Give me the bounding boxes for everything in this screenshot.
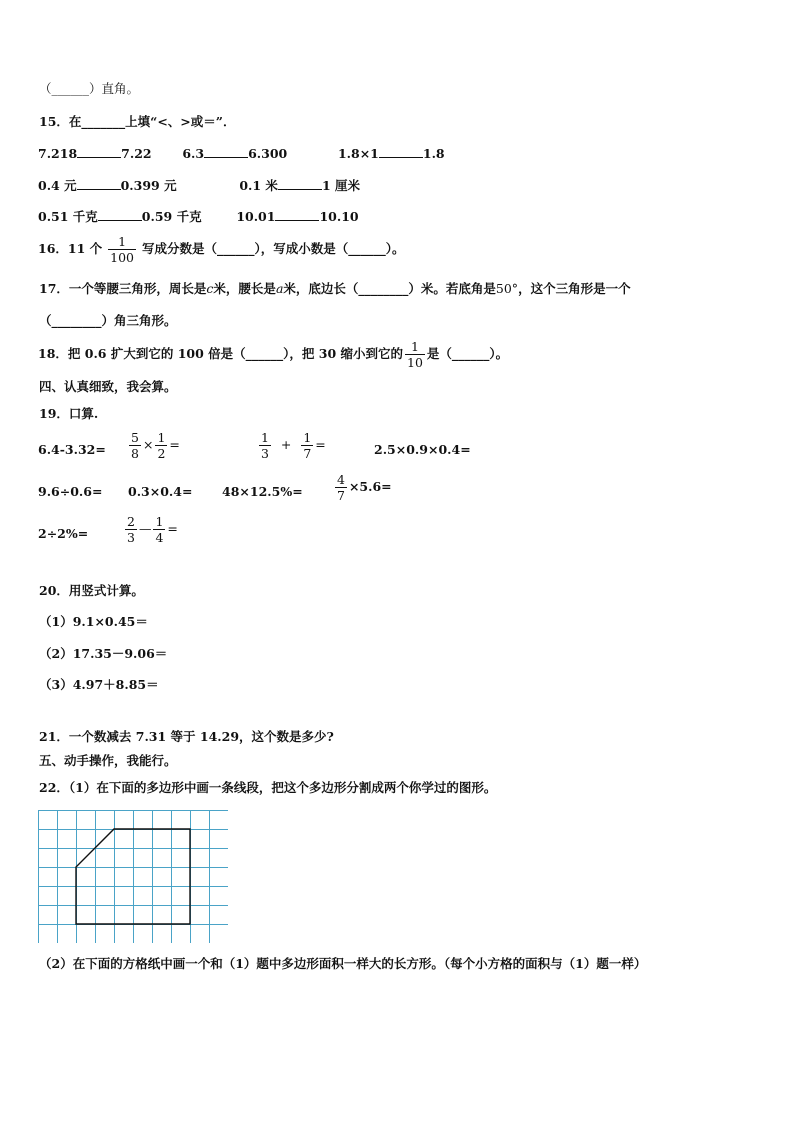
q18 [38, 339, 508, 370]
q15-r2-c: 0.1 米 [239, 178, 278, 193]
q15-r1-f: 1.8 [422, 146, 445, 161]
fraction [259, 430, 271, 461]
q17-line2: （________）角三角形。 [39, 313, 177, 328]
q19-e7: 48×12.5%= [222, 484, 303, 499]
frac-den: 4 [155, 530, 164, 545]
q17-part2: 米，腰长是 [213, 281, 276, 296]
q19-e5: 9.6÷0.6= [38, 484, 103, 499]
var-a: a [275, 281, 284, 296]
answer-blank[interactable] [275, 208, 319, 221]
grid-with-polygon[interactable] [38, 810, 228, 943]
q16-fraction [108, 234, 136, 265]
q19-e4: 2.5×0.9×0.4= [374, 442, 471, 457]
fraction [301, 430, 313, 461]
q15-r1-d: 6.300 [248, 146, 288, 161]
frac-den: 100 [110, 250, 134, 265]
q18-part2: 是（______）。 [426, 346, 509, 361]
q15-row3 [38, 207, 359, 225]
q15-r2-a: 0.4 元 [38, 178, 77, 193]
fraction [335, 472, 347, 503]
q20-item-2: （2）17.35－9.06＝ [39, 646, 168, 661]
q15-title: 15．在_______上填“<、>或＝”． [39, 114, 236, 129]
q18-part1: 18．把 0.6 扩大到它的 100 倍是（______），把 30 缩小到它的 [38, 346, 403, 361]
q15-r2-b: 0.399 元 [120, 178, 177, 193]
section-4-heading: 四、认真细致，我会算。 [39, 379, 177, 394]
frac-den: 8 [131, 446, 139, 461]
var-c: c [206, 281, 214, 296]
q19-e10 [123, 514, 178, 545]
frac-num: 1 [155, 514, 164, 529]
answer-blank[interactable] [98, 208, 142, 221]
frac-den: 10 [407, 355, 423, 370]
frac-den: 3 [127, 530, 135, 545]
q16-suffix: 写成分数是（______），写成小数是（______）。 [141, 241, 405, 256]
q15-r3-b: 0.59 千克 [141, 209, 202, 224]
q16-prefix: 16．11 个 [38, 241, 103, 256]
q15-r2-d: 1 厘米 [321, 178, 360, 193]
fraction [125, 514, 137, 545]
frac-den: 7 [337, 488, 345, 503]
frac-num: 1 [405, 339, 425, 355]
q18-fraction [405, 339, 425, 370]
q19-e3 [257, 430, 326, 461]
q15-r1-b: 7.22 [121, 146, 152, 161]
equals: = [315, 437, 326, 452]
frac-den: 2 [157, 446, 166, 461]
operator: + [280, 437, 292, 452]
fraction [155, 430, 167, 461]
q15-r3-d: 10.10 [319, 209, 359, 224]
answer-blank[interactable] [77, 145, 121, 158]
q19-e9: 2÷2%= [38, 526, 89, 541]
frac-num: 1 [261, 430, 269, 445]
answer-blank[interactable] [204, 145, 248, 158]
q21: 21．一个数减去 7.31 等于 14.29，这个数是多少? [39, 729, 334, 744]
answer-blank[interactable] [77, 177, 121, 190]
operator: × [142, 437, 154, 452]
q17-line1 [39, 280, 631, 298]
operator: — [138, 521, 152, 536]
frac-den: 7 [303, 446, 312, 461]
fraction [153, 514, 165, 545]
q19-e8 [333, 472, 392, 503]
q15-row1 [38, 145, 445, 161]
q19-e1: 6.4-3.32= [38, 442, 106, 457]
q14-tail: （______）直角。 [39, 81, 140, 96]
q15-r1-e: 1.8×1 [337, 146, 379, 161]
q22-part2: （2）在下面的方格纸中画一个和（1）题中多边形面积一样大的长方形。（每个小方格的面积与（1）题一样） [39, 956, 647, 971]
fraction [129, 430, 141, 461]
frac-num: 1 [303, 430, 312, 445]
answer-blank[interactable] [278, 177, 322, 190]
expr-rest: ×5.6= [348, 479, 392, 494]
q15-r1-c: 6.3 [182, 146, 205, 161]
q20-item-3: （3）4.97＋8.85＝ [39, 677, 159, 692]
q15-r1-a: 7.218 [38, 146, 78, 161]
frac-den: 3 [261, 446, 269, 461]
frac-num: 4 [337, 472, 345, 487]
q19-e2 [127, 430, 180, 461]
frac-num: 1 [108, 234, 136, 250]
answer-blank[interactable] [379, 145, 423, 158]
frac-num: 1 [157, 430, 166, 445]
equals: = [167, 521, 178, 536]
q16 [38, 234, 405, 265]
q17-part4: ，这个三角形是一个 [518, 281, 631, 296]
q20-title: 20．用竖式计算。 [39, 583, 144, 598]
angle-value: 50° [495, 281, 519, 296]
q19-title: 19．口算. [39, 406, 99, 421]
frac-num: 2 [127, 514, 135, 529]
equals: = [169, 437, 180, 452]
frac-num: 5 [131, 430, 139, 445]
q17-part3: 米，底边长（________）米。若底角是 [283, 281, 496, 296]
q19-e6: 0.3×0.4= [128, 484, 193, 499]
q15-r3-c: 10.01 [236, 209, 276, 224]
q15-row2 [38, 176, 360, 194]
q17-part1: 17．一个等腰三角形，周长是 [39, 281, 207, 296]
q20-item-1: （1）9.1×0.45＝ [39, 614, 148, 629]
q22-part1: 22．（1）在下面的多边形中画一条线段，把这个多边形分割成两个你学过的图形。 [39, 780, 497, 795]
section-5-heading: 五、动手操作，我能行。 [39, 753, 177, 768]
grid-lines [38, 810, 228, 943]
q15-r3-a: 0.51 千克 [38, 209, 98, 224]
